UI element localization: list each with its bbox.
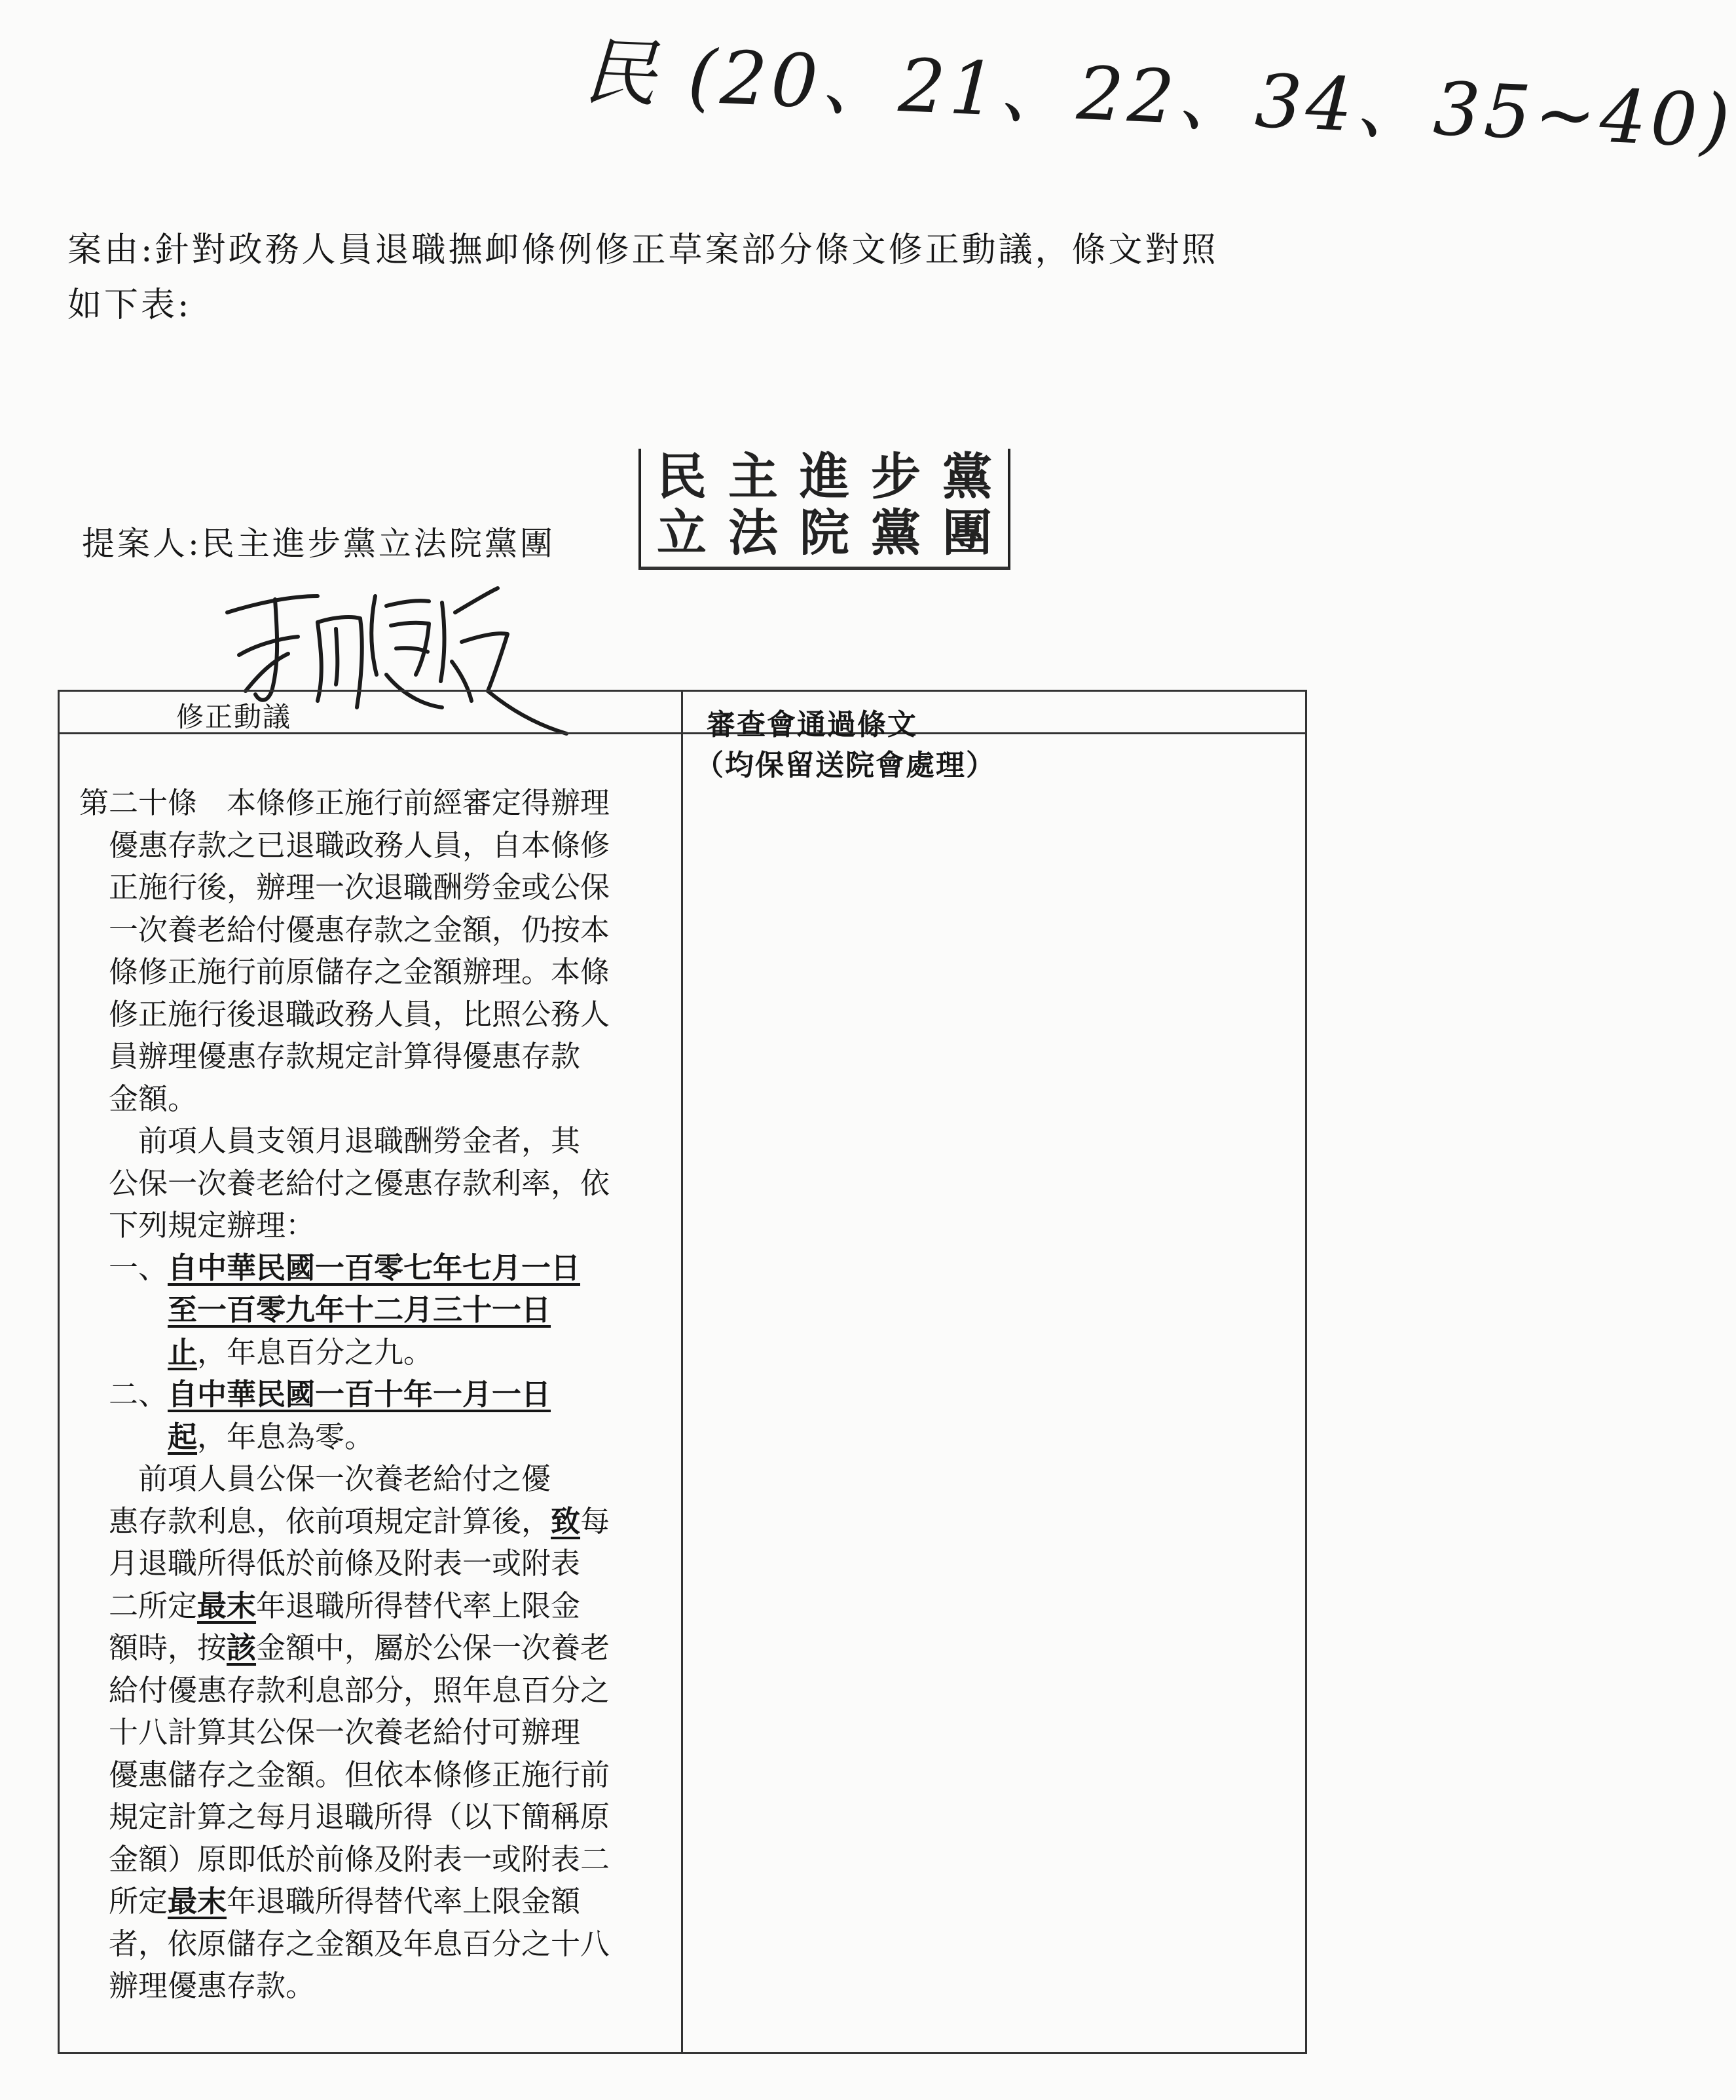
line-text (79, 1292, 168, 1327)
party-seal-stamp (638, 449, 1010, 570)
line-text: 前項人員公保一次養老給付之優 (79, 1461, 551, 1496)
proposer: 提案人:民主進步黨立法院黨團 (82, 525, 555, 563)
seal-char: 立 (657, 504, 707, 562)
emphasized-text: 自中華民國一百十年一月一日 (168, 1377, 551, 1412)
amendment-line (79, 1332, 669, 1374)
line-text: 年退職所得替代率上限金 (256, 1588, 581, 1623)
line-text: 優惠儲存之金額。但依本條修正施行前 (79, 1757, 610, 1792)
column-divider (681, 692, 683, 2052)
emphasized-text: 該 (227, 1630, 257, 1665)
line-text: 所定 (79, 1884, 168, 1919)
amendment-line (79, 1205, 669, 1247)
line-text: 給付優惠存款利息部分，照年息百分之 (79, 1672, 610, 1708)
seal-char: 法 (728, 504, 778, 562)
line-text: 月退職所得低於前條及附表一或附表 (79, 1546, 581, 1581)
amendment-line (79, 1796, 669, 1839)
line-text (79, 1335, 168, 1370)
amendment-line (79, 1627, 669, 1670)
amendment-line (79, 1923, 669, 1966)
amendment-line (79, 1163, 669, 1205)
line-text: 前項人員支領月退職酬勞金者，其 (79, 1123, 581, 1158)
amendment-line (79, 782, 669, 825)
line-text: 每 (580, 1503, 610, 1539)
header-amendment: 修正動議 (176, 701, 292, 733)
line-text: 正施行後，辦理一次退職酬勞金或公保 (79, 870, 610, 905)
amendment-text (79, 782, 669, 2008)
amendment-line (79, 1458, 669, 1501)
emphasized-text: 止 (168, 1334, 198, 1370)
amendment-line (79, 994, 669, 1036)
line-text: 員辦理優惠存款規定計算得優惠存款 (79, 1039, 581, 1074)
line-text: 條修正施行前原儲存之金額辦理。本條 (79, 954, 610, 989)
line-text: 者，依原儲存之金額及年息百分之十八 (79, 1926, 610, 1961)
amendment-line (79, 1670, 669, 1712)
handwritten-article-numbers: 民 (20、21、22、34、35~40) (582, 29, 1736, 165)
amendment-line (79, 1416, 669, 1459)
emphasized-text: 至一百零九年十二月三十一日 (168, 1292, 551, 1327)
line-text: 二所定 (79, 1588, 198, 1623)
amendment-line (79, 1881, 669, 1923)
comparison-table (58, 690, 1307, 2054)
line-text: 第二十條 本條修正施行前經審定得辦理 (79, 785, 610, 820)
emphasized-text: 最末 (168, 1884, 227, 1919)
emphasized-text: 起 (168, 1419, 198, 1454)
amendment-line (79, 951, 669, 994)
amendment-line (79, 1036, 669, 1078)
seal-line-2 (641, 505, 1008, 561)
amendment-line (79, 909, 669, 952)
line-text: 公保一次養老給付之優惠存款利率，依 (79, 1165, 610, 1201)
seal-char: 主 (728, 447, 778, 506)
amendment-line (79, 1247, 669, 1290)
amendment-line (79, 1839, 669, 1881)
amendment-line (79, 1585, 669, 1628)
amendment-line (79, 1120, 669, 1163)
amendment-line (79, 1374, 669, 1416)
emphasized-text: 最末 (197, 1588, 257, 1623)
line-text: 修正施行後退職政務人員，比照公務人 (79, 996, 610, 1032)
line-text: ，年息百分之九。 (197, 1334, 434, 1370)
line-text: 額時，按 (79, 1630, 227, 1665)
line-text: ，年息為零。 (197, 1419, 375, 1454)
line-text: 惠存款利息，依前項規定計算後， (79, 1503, 551, 1539)
amendment-line (79, 1754, 669, 1797)
header-review-text: 審查會通過條文 (707, 708, 917, 741)
line-text: 下列規定辦理： (79, 1208, 316, 1243)
emphasized-text: 自中華民國一百零七年七月一日 (168, 1250, 581, 1285)
line-text: 辦理優惠存款。 (79, 1968, 316, 2003)
seal-char: 黨 (942, 447, 992, 506)
line-text: 規定計算之每月退職所得（以下簡稱原 (79, 1799, 610, 1834)
subject-line-2: 如下表: (67, 286, 192, 325)
line-text: 金額）原即低於前條及附表一或附表二 (79, 1841, 610, 1877)
seal-char: 進 (800, 447, 849, 506)
seal-char: 團 (942, 504, 992, 562)
subject (67, 223, 1285, 333)
amendment-line (79, 1965, 669, 2008)
amendment-line (79, 867, 669, 909)
seal-char: 民 (657, 447, 707, 506)
seal-line-1 (641, 449, 1008, 505)
review-result-note: （均保留送院會處理） (695, 749, 996, 782)
amendment-line (79, 1501, 669, 1543)
amendment-line (79, 1078, 669, 1121)
line-text: 年退職所得替代率上限金額 (227, 1884, 581, 1919)
line-text: 一、 (79, 1250, 168, 1285)
emphasized-text: 致 (551, 1503, 581, 1539)
line-text (79, 1419, 168, 1454)
seal-char: 黨 (871, 504, 921, 562)
line-text: 二、 (79, 1377, 168, 1412)
line-text: 優惠存款之已退職政務人員，自本條修 (79, 827, 610, 863)
seal-char: 院 (800, 504, 849, 562)
amendment-line (79, 1543, 669, 1585)
amendment-line (79, 1712, 669, 1754)
line-text: 金額。 (79, 1081, 198, 1116)
seal-char: 步 (871, 447, 921, 506)
line-text: 十八計算其公保一次養老給付可辦理 (79, 1715, 581, 1750)
subject-line-1: 案由:針對政務人員退職撫卹條例修正草案部分條文修正動議，條文對照 (67, 231, 1219, 270)
line-text: 金額中，屬於公保一次養老 (256, 1630, 610, 1665)
amendment-line (79, 825, 669, 867)
line-text: 一次養老給付優惠存款之金額，仍按本 (79, 912, 610, 947)
amendment-line (79, 1289, 669, 1332)
